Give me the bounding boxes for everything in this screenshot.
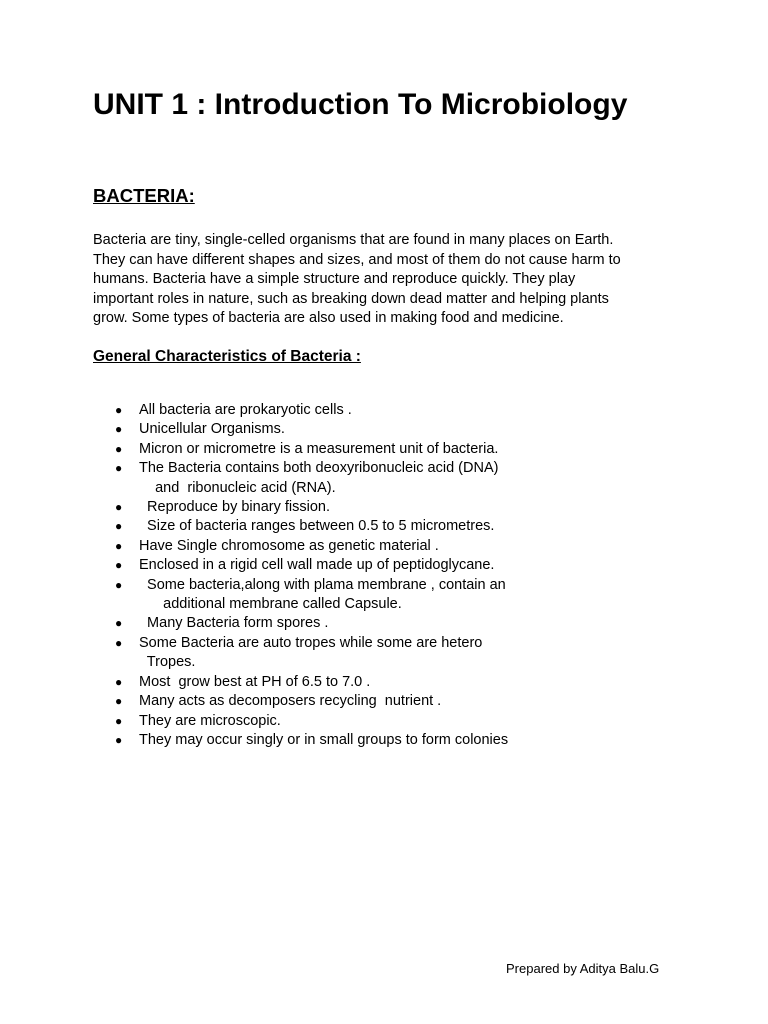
list-item-text: Most grow best at PH of 6.5 to 7.0 . — [139, 673, 371, 690]
list-item — [93, 517, 508, 536]
intro-paragraph — [93, 231, 683, 329]
intro-line: They can have different shapes and sizes, and most of them do not cause harm to — [93, 251, 621, 268]
list-item — [93, 498, 508, 517]
list-item — [93, 420, 508, 439]
list-item-text: and ribonucleic acid (RNA). — [139, 479, 336, 496]
list-item-text: They may occur singly or in small groups to form colonies — [139, 731, 509, 748]
list-item-text: Reproduce by binary fission. — [139, 499, 331, 516]
bullet-dot-icon: ● — [115, 694, 123, 709]
list-item — [93, 673, 508, 692]
list-item-text: Have Single chromosome as genetic material . — [139, 537, 439, 554]
bullet-dot-icon: ● — [115, 519, 123, 534]
bullet-dot-icon: ● — [115, 538, 123, 553]
bullet-dot-icon: ● — [115, 403, 123, 417]
sub-heading-characteristics: General Characteristics of Bacteria : — [93, 348, 361, 365]
bullet-dot-icon: ● — [115, 713, 123, 728]
intro-line: Bacteria are tiny, single-celled organisms that are found in many places on Earth. — [93, 232, 614, 248]
bullet-dot-icon: ● — [115, 674, 123, 689]
list-item-text: Size of bacteria ranges between 0.5 to 5 micrometres. — [139, 518, 495, 535]
list-item — [93, 712, 508, 731]
list-item-text: Many Bacteria form spores . — [139, 615, 329, 632]
list-item — [93, 653, 508, 672]
page-title: UNIT 1 : Introduction To Microbiology — [93, 88, 628, 121]
list-item-text: All bacteria are prokaryotic cells . — [139, 402, 352, 418]
list-item-text: The Bacteria contains both deoxyribonucleic acid (DNA) — [139, 460, 499, 477]
list-item-text: additional membrane called Capsule. — [139, 596, 402, 613]
intro-line: humans. Bacteria have a simple structure and reproduce quickly. They play — [93, 271, 576, 287]
list-item — [93, 401, 508, 420]
bullet-dot-icon: ● — [115, 500, 123, 515]
bullet-dot-icon: ● — [115, 422, 123, 437]
list-item-text: Some bacteria,along with plama membrane , contain an — [139, 576, 506, 593]
bullet-dot-icon: ● — [115, 635, 123, 650]
bullet-dot-icon: ● — [115, 732, 123, 747]
list-item — [93, 731, 508, 750]
list-item — [93, 614, 508, 633]
bullet-dot-icon: ● — [115, 558, 123, 573]
list-item — [93, 595, 508, 614]
list-item — [93, 692, 508, 711]
bullet-dot-icon: ● — [115, 461, 123, 476]
footer-credit: Prepared by Aditya Balu.G — [506, 961, 660, 976]
bullet-dot-icon: ● — [115, 577, 123, 592]
list-item-text: Enclosed in a rigid cell wall made up of peptidoglycane. — [139, 557, 495, 574]
list-item-text: Tropes. — [139, 654, 196, 671]
list-item — [93, 479, 508, 498]
list-item — [93, 634, 508, 653]
list-item — [93, 576, 508, 595]
list-item-text: Many acts as decomposers recycling nutrient . — [139, 693, 442, 710]
list-item-text: They are microscopic. — [139, 712, 281, 729]
list-item — [93, 440, 508, 459]
list-item — [93, 537, 508, 556]
intro-line: important roles in nature, such as breaking down dead matter and helping plants — [93, 290, 609, 307]
bullet-dot-icon: ● — [115, 616, 123, 631]
list-item — [93, 459, 508, 478]
characteristics-list — [93, 401, 508, 750]
list-item-text: Micron or micrometre is a measurement unit of bacteria. — [139, 440, 499, 457]
list-item-text: Some Bacteria are auto tropes while some are hetero — [139, 634, 483, 651]
list-item-text: Unicellular Organisms. — [139, 421, 285, 438]
list-item — [93, 556, 508, 575]
bullet-dot-icon: ● — [115, 441, 123, 456]
intro-line: grow. Some types of bacteria are also used in making food and medicine. — [93, 310, 564, 326]
section-heading-bacteria: BACTERIA: — [93, 185, 195, 206]
